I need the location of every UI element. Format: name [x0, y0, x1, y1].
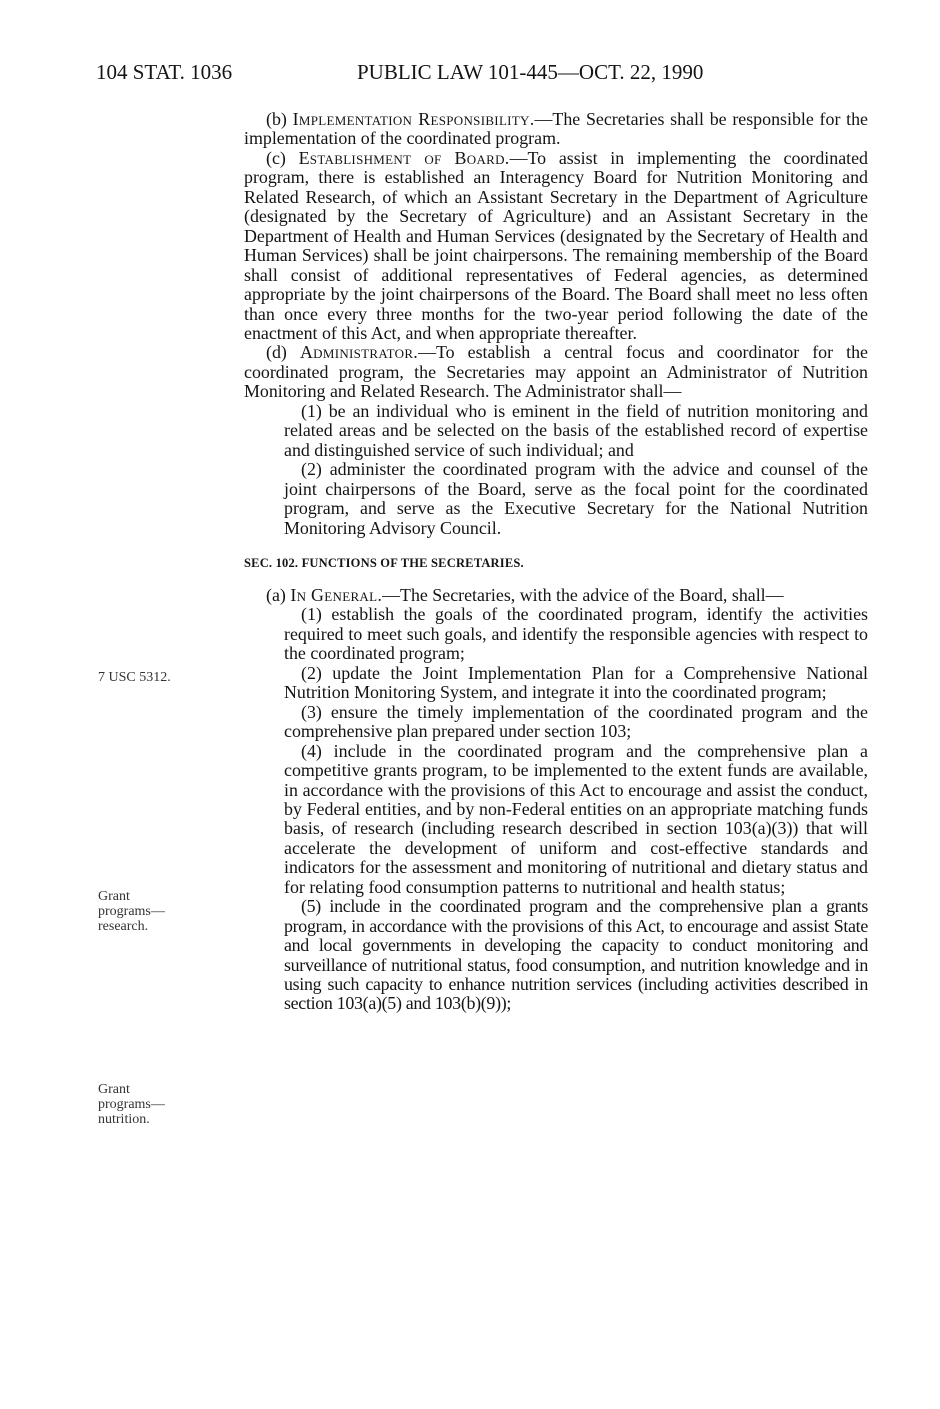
list-item: (2) update the Joint Implementation Plan for a Comprehensive National Nutrition Monitoring System, and integrate it into the coordinated program; — [284, 662, 868, 703]
subsection-label: (c) — [266, 147, 286, 168]
document-body — [244, 110, 868, 1014]
subsection-d — [244, 343, 868, 401]
subsection-label: (d) — [266, 342, 287, 363]
list-item: (5) include in the coordinated program and the comprehensive plan a grants program, in accordance with the provisions of this Act, to encourage and assist State and local governments in developing the capacity to conduct monitoring and surveillance of nutritional status, food consumption, and nutrition knowledge and in using such capacity to enhance nutrition services (including activities described in section 103(a)(5) and 103(b)(9)); — [284, 896, 868, 1014]
stat-page-number: 104 STAT. 1036 — [96, 60, 233, 84]
subsection-heading: Implementation Responsibility. — [292, 109, 535, 129]
subsection-heading: Administrator. — [299, 342, 419, 363]
list-item: (1) be an individual who is eminent in the field of nutrition monitoring and related areas and be selected on the basis of the established record of expertise and distinguished service of such individual; and — [284, 400, 868, 460]
subsection-text: —To assist in implementing the coordinated program, there is established an Interagency Board for Nutrition Monitoring and Related Research, of which an Assistant Secretary in the Department of Agriculture (designated by the Secretary of Agriculture) and an Assistant Secretary in the Department of Health and Human Services (designated by the Secretary of Health and Human Services) shall be joint chairpersons. The remaining membership of the Board shall consist of additional representatives of Federal agencies, as determined appropriate by the joint chairpersons of the Board. The Board shall meet no less often than once every three months for the two-year period following the date of the enactment of this Act, and when appropriate thereafter. — [244, 147, 868, 343]
subsection-text: —To establish a central focus and coordinator for the coordinated program, the Secretaries may appoint an Administrator of Nutrition Monitoring and Related Research. The Administrator shall— — [244, 342, 868, 402]
section-heading: SEC. 102. FUNCTIONS OF THE SECRETARIES. — [244, 555, 524, 570]
margin-note-line: research. — [98, 919, 149, 934]
subsection-text: —The Secretaries, with the advice of the Board, shall— — [382, 584, 784, 605]
subsection-label: (a) — [266, 584, 286, 605]
subsection-label: (b) — [266, 109, 287, 129]
margin-note-grant-nutrition — [98, 1082, 218, 1127]
margin-note-line: nutrition. — [98, 1112, 150, 1127]
margin-note-line: Grant — [98, 1082, 130, 1097]
list-item: (2) administer the coordinated program with the advice and counsel of the joint chairpersons of the Board, serve as the focal point for the coordinated program, and serve as the Executive Secretary for the National Nutrition Monitoring Advisory Council. — [284, 459, 868, 538]
margin-note-line: Grant — [98, 889, 130, 904]
subsection-heading: Establishment of Board. — [298, 147, 510, 168]
subsection-heading: In General. — [290, 584, 383, 605]
subsection-b — [244, 110, 868, 149]
list-item: (4) include in the coordinated program and the comprehensive plan a competitive grants program, to be implemented to the extent funds are available, in accordance with the provisions of this Act to encourage and assist the conduct, by Federal entities, and by non-Federal entities on an appropriate matching funds basis, of research (including research described in section 103(a)(3)) that will accelerate the development of uniform and cost-effective standards and indicators for the assessment and monitoring of nutritional and dietary status and for relating food consumption patterns to nutritional and health status; — [284, 740, 868, 897]
page-header — [0, 60, 940, 90]
subsection-c — [244, 149, 868, 344]
subsection-text: —The Secretaries shall be responsible for the implementation of the coordinated program. — [244, 109, 868, 149]
list-item: (1) establish the goals of the coordinated program, identify the activities required to meet such goals, and identify the responsible agencies with respect to the coordinated program; — [284, 604, 868, 664]
margin-note-grant-research — [98, 889, 218, 934]
public-law-title: PUBLIC LAW 101-445—OCT. 22, 1990 — [357, 60, 704, 84]
list-item: (3) ensure the timely implementation of the coordinated program and the comprehensive plan prepared under section 103; — [284, 701, 868, 742]
margin-note-usc: 7 USC 5312. — [98, 670, 171, 685]
margin-note-line: programs— — [98, 1097, 165, 1112]
margin-note-line: programs— — [98, 904, 165, 919]
subsection-a — [244, 586, 868, 605]
